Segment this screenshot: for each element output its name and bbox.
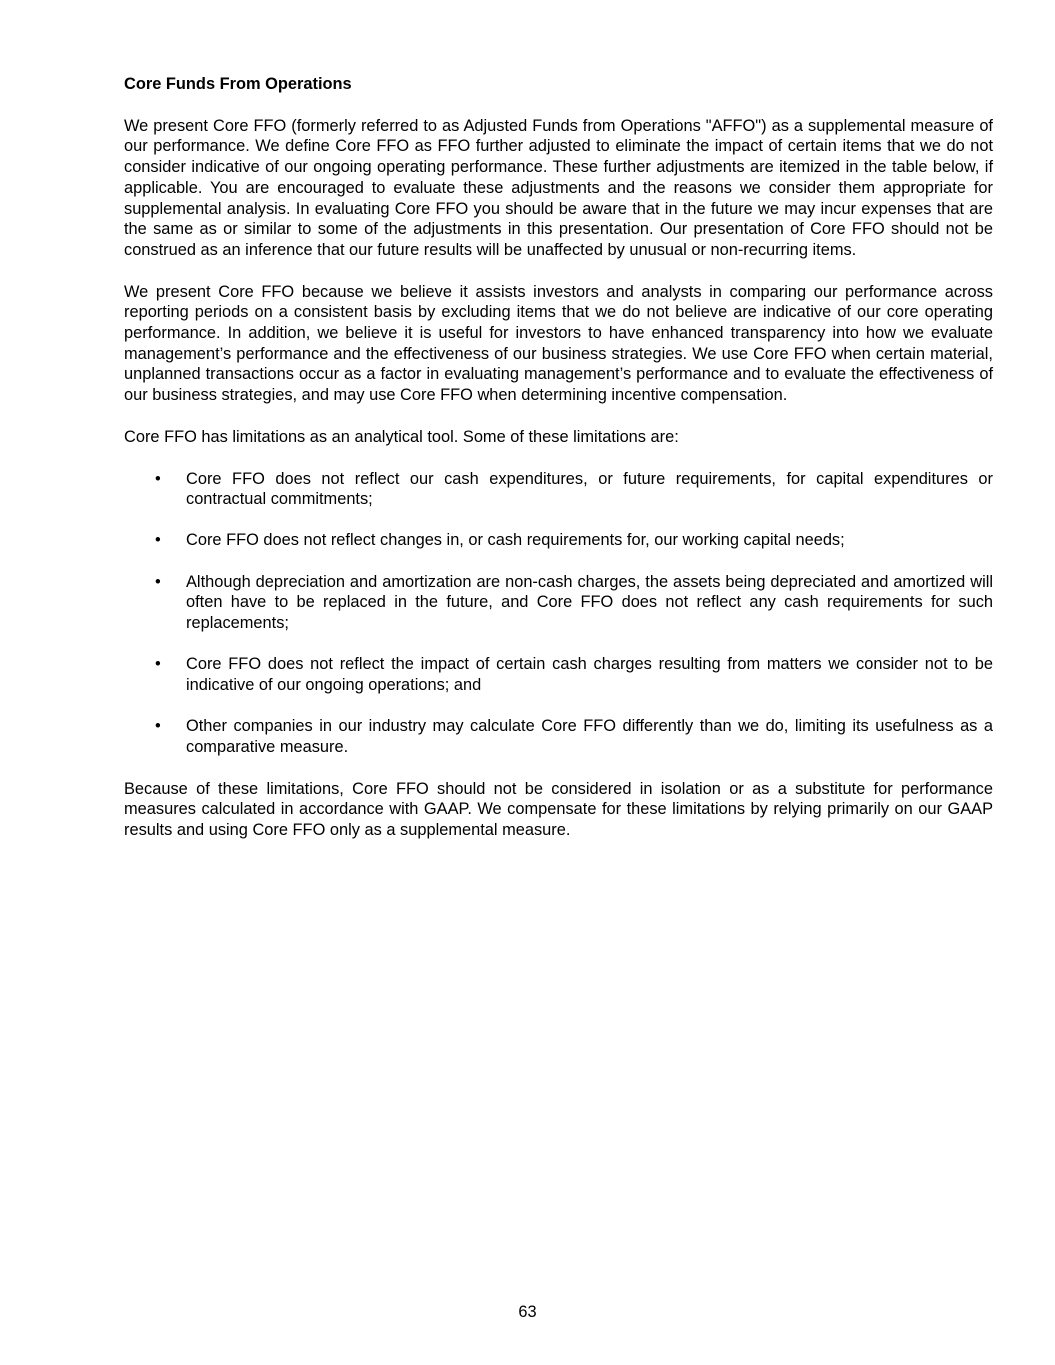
bullet-icon: • [155,531,161,550]
list-item-text: Core FFO does not reflect our cash expenditures, or future requirements, for capital expenditures or contractual commitments; [186,469,993,509]
list-item-text: Core FFO does not reflect changes in, or cash requirements for, our working capital needs; [186,531,845,550]
list-item [124,654,993,695]
paragraph-closing: Because of these limitations, Core FFO should not be considered in isolation or as a substitute for performance measures calculated in accordance with GAAP. We compensate for these limitations by relying primarily on our GAAP results and using Core FFO only as a supplemental measure. [124,779,993,839]
limitations-list [124,469,993,758]
bullet-icon: • [155,717,161,736]
paragraph-core-ffo-definition: We present Core FFO (formerly referred to as Adjusted Funds from Operations "AFFO") as a supplemental measure of our performance. We define Core FFO as FFO further adjusted to eliminate the impact of certain items that we do not consider indicative of our ongoing operating performance. These further adjustments are itemized in the table below, if applicable. You are encouraged to evaluate these adjustments and the reasons we consider them appropriate for supplemental analysis. In evaluating Core FFO you should be aware that in the future we may incur expenses that are the same as or similar to some of the adjustments in this presentation. Our presentation of Core FFO should not be construed as an inference that our future results will be unaffected by unusual or non-recurring items. [124,116,993,259]
list-item [124,530,993,551]
list-item [124,572,993,634]
list-item-text: Other companies in our industry may calculate Core FFO differently than we do, limiting its usefulness as a comparative measure. [186,717,993,756]
bullet-icon: • [155,469,161,488]
page-number: 63 [518,1303,537,1321]
document-page [124,74,993,862]
list-item [124,716,993,757]
list-item-text: Although depreciation and amortization are non-cash charges, the assets being depreciated and amortized will often have to be replaced in the future, and Core FFO does not reflect any cash requirements for such replacements; [186,572,993,633]
section-heading: Core Funds From Operations [124,75,352,93]
list-item [124,469,993,510]
bullet-icon: • [155,572,161,591]
paragraph-core-ffo-rationale: We present Core FFO because we believe it assists investors and analysts in comparing our performance across reporting periods on a consistent basis by excluding items that we do not believe are indicative of our core operating performance. In addition, we believe it is useful for investors to have enhanced transparency into how we evaluate management’s performance and the effectiveness of our business strategies. We use Core FFO when certain material, unplanned transactions occur as a factor in evaluating management’s performance and to evaluate the effectiveness of our business strategies, and may use Core FFO when determining incentive compensation. [124,282,993,405]
paragraph-limitations-intro: Core FFO has limitations as an analytical tool. Some of these limitations are: [124,427,679,446]
bullet-icon: • [155,655,161,674]
list-item-text: Core FFO does not reflect the impact of certain cash charges resulting from matters we consider not to be indicative of our ongoing operations; and [186,655,993,694]
